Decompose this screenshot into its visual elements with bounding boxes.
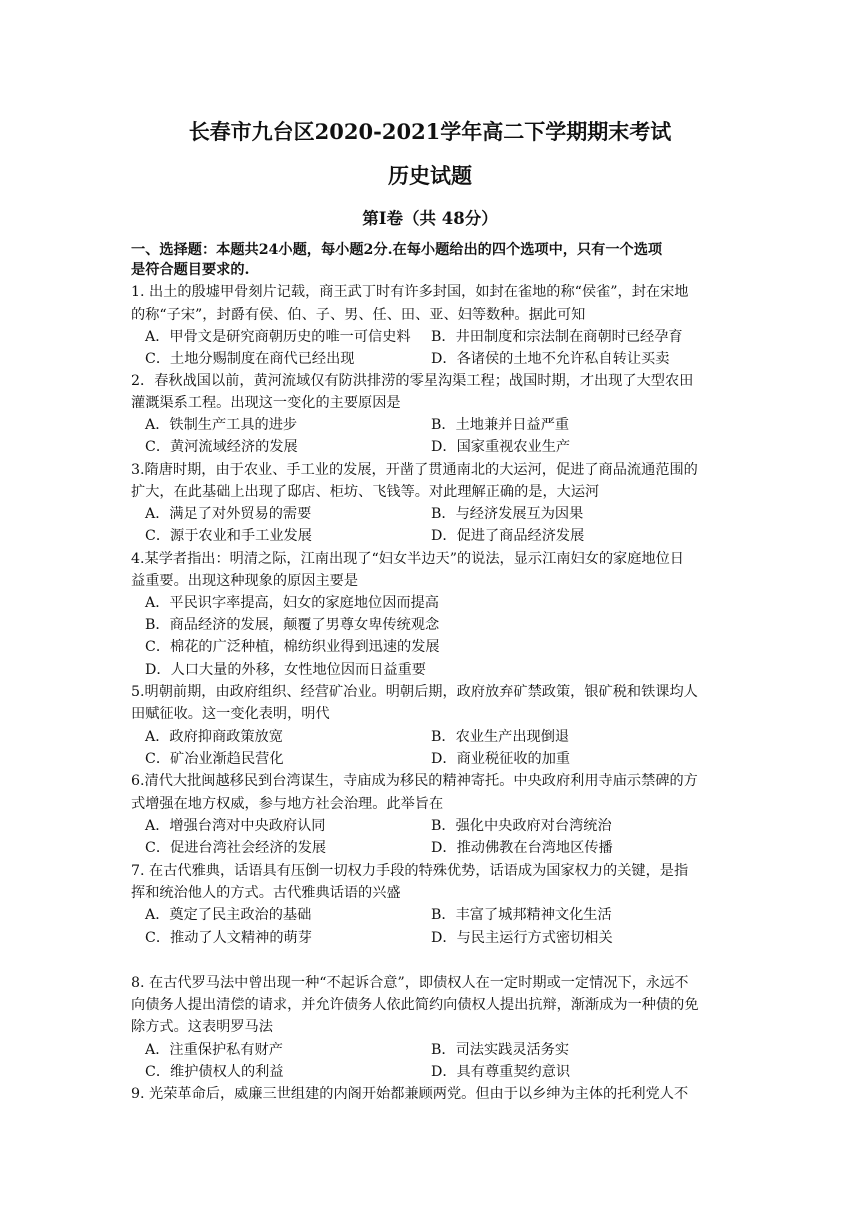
q2-stem-line-2: 灌溉渠系工程。出现这一变化的主要原因是: [131, 395, 401, 411]
q1-stem-line-1: 1. 出土的殷墟甲骨刻片记载，商王武丁时有许多封国，如封在雀地的称“侯雀”，封在宋地: [131, 284, 689, 300]
q1-option-c: C．土地分赐制度在商代已经出现: [145, 351, 355, 367]
q5-stem-line-2: 田赋征收。这一变化表明，明代: [131, 706, 330, 722]
q7-option-a: A．奠定了民主政治的基础: [145, 907, 312, 923]
q5-stem-line-1: 5.明朝前期，由政府组织、经营矿冶业。明朝后期，政府放弃矿禁政策，银矿税和铁课均人: [131, 684, 698, 700]
q4-option-a: A．平民识字率提高，妇女的家庭地位因而提高: [145, 595, 439, 611]
q6-stem-line-1: 6.清代大批闽越移民到台湾谋生，寺庙成为移民的精神寄托。中央政府利用寺庙示禁碑的方: [131, 773, 698, 789]
q8-stem-line-1: 8. 在古代罗马法中曾出现一种“不起诉合意”，即债权人在一定时期或一定情况下，永远不: [131, 975, 689, 991]
q2-option-a: A．铁制生产工具的进步: [145, 417, 298, 433]
q7-stem-line-2: 挥和统治他人的方式。古代雅典话语的兴盛: [131, 885, 401, 901]
q4-option-b: B．商品经济的发展，颠覆了男尊女卑传统观念: [145, 617, 440, 633]
q2-option-b: B．土地兼并日益严重: [431, 417, 570, 433]
q7-stem-line-1: 7. 在古代雅典，话语具有压倒一切权力手段的特殊优势，话语成为国家权力的关键，是指: [131, 863, 689, 879]
q3-option-b: B．与经济发展互为因果: [431, 506, 584, 522]
q1-stem-line-2: 的称“子宋”，封爵有侯、伯、子、男、任、田、亚、妇等数种。据此可知: [131, 307, 586, 323]
q3-stem-line-1: 3.隋唐时期，由于农业、手工业的发展，开凿了贯通南北的大运河，促进了商品流通范围的: [131, 462, 698, 478]
q8-option-b: B．司法实践灵活务实: [431, 1042, 570, 1058]
q8-option-c: C．维护债权人的利益: [145, 1064, 284, 1080]
q7-option-c: C．推动了人文精神的萌芽: [145, 930, 312, 946]
section-heading: 第Ⅰ卷（共 48分）: [362, 209, 498, 228]
exam-title: 长春市九台区2020-2021学年高二下学期期末考试: [188, 119, 672, 144]
q7-option-d: D．与民主运行方式密切相关: [431, 930, 613, 946]
q3-stem-line-2: 扩大，在此基础上出现了邸店、柜坊、飞钱等。对此理解正确的是，大运河: [131, 484, 600, 500]
q7-option-b: B．丰富了城邦精神文化生活: [431, 907, 612, 923]
exam-subtitle: 历史试题: [388, 163, 472, 188]
q6-option-d: D．推动佛教在台湾地区传播: [431, 840, 613, 856]
q5-option-d: D．商业税征收的加重: [431, 751, 571, 767]
q6-stem-line-2: 式增强在地方权威，参与地方社会治理。此举旨在: [131, 796, 444, 812]
q6-option-c: C．促进台湾社会经济的发展: [145, 840, 327, 856]
q4-stem-line-1: 4.某学者指出：明清之际，江南出现了“妇女半边天”的说法，显示江南妇女的家庭地位日: [131, 551, 684, 567]
q8-option-d: D．具有尊重契约意识: [431, 1064, 571, 1080]
q1-option-b: B．井田制度和宗法制在商朝时已经孕育: [431, 329, 683, 345]
q8-stem-line-3: 除方式。这表明罗马法: [131, 1019, 273, 1035]
q1-option-a: A．甲骨文是研究商朝历史的唯一可信史料: [145, 329, 411, 345]
q2-stem-line-1: 2．春秋战国以前，黄河流域仅有防洪排涝的零星沟渠工程；战国时期，才出现了大型农田: [131, 373, 694, 389]
q3-option-c: C．源于农业和手工业发展: [145, 528, 312, 544]
q2-option-c: C．黄河流域经济的发展: [145, 439, 298, 455]
q9-stem-line-1: 9. 光荣革命后，威廉三世组建的内阁开始都兼顾两党。但由于以乡绅为主体的托利党人不: [131, 1086, 689, 1102]
q5-option-b: B．农业生产出现倒退: [431, 729, 570, 745]
q1-option-d: D．各诸侯的土地不允许私自转让买卖: [431, 351, 670, 367]
instructions-line-2: 是符合题目要求的.: [131, 262, 250, 278]
q5-option-c: C．矿冶业渐趋民营化: [145, 751, 284, 767]
q5-option-a: A．政府抑商政策放宽: [145, 729, 283, 745]
q3-option-a: A．满足了对外贸易的需要: [145, 506, 312, 522]
q4-stem-line-2: 益重要。出现这种现象的原因主要是: [131, 573, 359, 589]
q4-option-d: D．人口大量的外移，女性地位因而日益重要: [145, 662, 426, 678]
q8-stem-line-2: 向债务人提出清偿的请求，并允许债务人依此简约向债权人提出抗辩，渐渐成为一种债的免: [131, 997, 699, 1013]
q6-option-b: B．强化中央政府对台湾统治: [431, 818, 612, 834]
instructions-line-1: 一、选择题：本题共24小题，每小题2分.在每小题给出的四个选项中，只有一个选项: [131, 242, 663, 258]
q2-option-d: D．国家重视农业生产: [431, 439, 571, 455]
q3-option-d: D．促进了商品经济发展: [431, 528, 585, 544]
q4-option-c: C．棉花的广泛种植，棉纺织业得到迅速的发展: [145, 639, 440, 655]
q8-option-a: A．注重保护私有财产: [145, 1042, 283, 1058]
q6-option-a: A．增强台湾对中央政府认同: [145, 818, 326, 834]
